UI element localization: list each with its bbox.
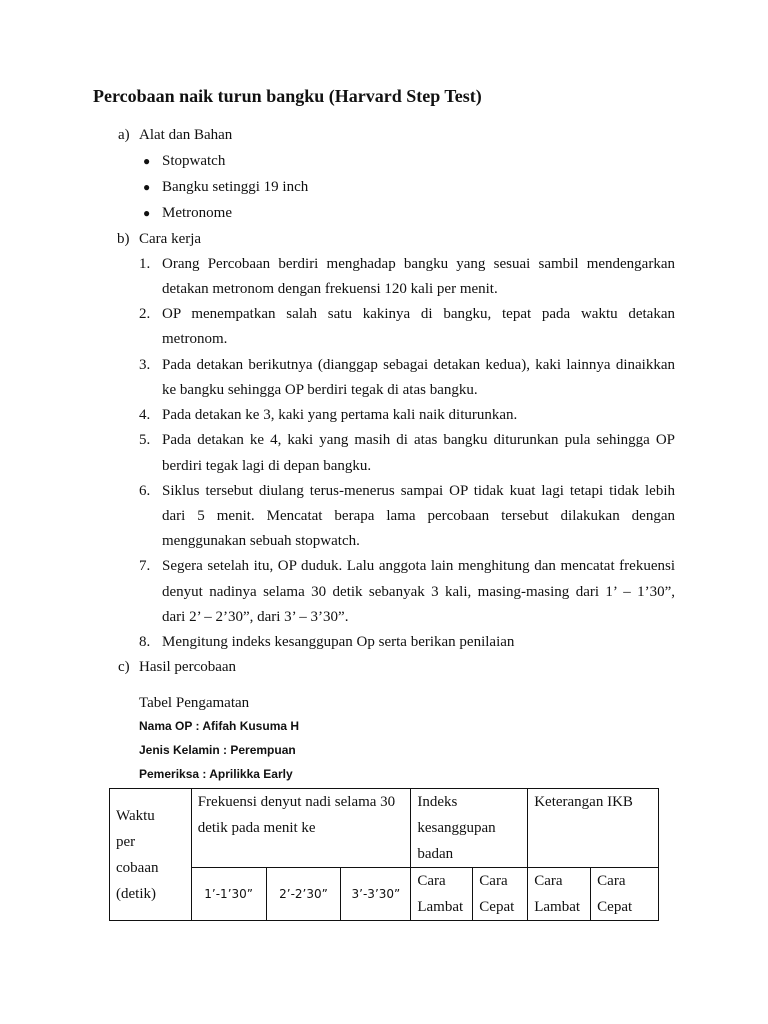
step-line: Segera setelah itu, OP duduk. Lalu anggota lain menghitung dan mencatat frekuensi — [162, 558, 675, 574]
page-title: Percobaan naik turun bangku (Harvard Step Test) — [93, 86, 482, 106]
op-name: Nama OP : Afifah Kusuma H — [139, 719, 300, 733]
section-c-marker: c) — [118, 659, 130, 675]
interval-2: 2’-2’30” — [266, 868, 341, 921]
frekuensi-header: Frekuensi denyut nadi selama 30 detik pada menit ke — [191, 789, 411, 868]
list-item: Metronome — [162, 205, 232, 221]
bullet-icon: ● — [143, 180, 151, 194]
step-line: Pada detakan ke 3, kaki yang pertama kali naik diturunkan. — [162, 407, 518, 423]
indeks-cara-cepat: Cara Cepat — [473, 868, 528, 921]
table-subheader-row — [110, 868, 659, 921]
keterangan-header: Keterangan IKB — [528, 789, 659, 868]
step-number: 8. — [139, 634, 151, 650]
step-line: Orang Percobaan berdiri menghadap bangku yang sesuai sambil mendengarkan — [162, 256, 675, 272]
step-line: berdiri tegak lagi di depan bangku. — [162, 458, 372, 474]
step-line: detakan metronom dengan frekuensi 120 kali per menit. — [162, 281, 498, 297]
step-number: 5. — [139, 432, 151, 448]
ikb-cara-lambat: Cara Lambat — [528, 868, 591, 921]
interval-1: 1’-1’30” — [191, 868, 266, 921]
step-line: menggunakan sebuah stopwatch. — [162, 533, 360, 549]
step-number: 1. — [139, 256, 151, 272]
step-line: Mengitung indeks kesanggupan Op serta berikan penilaian — [162, 634, 515, 650]
section-b-label: Cara kerja — [139, 231, 202, 247]
section-a-marker: a) — [118, 127, 130, 143]
step-line: dari 5 menit. Mencatat berapa lama percobaan tersebut dilakukan dengan — [162, 508, 675, 524]
step-line: denyut nadinya selama 30 detik sebanyak 3 kali, masing-masing dari 1’ – 1’30”, — [162, 584, 675, 600]
interval-3: 3’-3’30” — [341, 868, 411, 921]
table-caption: Tabel Pengamatan — [139, 695, 250, 711]
section-b-marker: b) — [117, 231, 130, 247]
step-line: dari 2’ – 2’30”, dari 3’ – 3’30”. — [162, 609, 349, 625]
indeks-cara-lambat: Cara Lambat — [411, 868, 473, 921]
step-number: 6. — [139, 483, 151, 499]
section-a-label: Alat dan Bahan — [139, 127, 233, 143]
step-number: 3. — [139, 357, 151, 373]
step-number: 4. — [139, 407, 151, 423]
list-item: Bangku setinggi 19 inch — [162, 179, 309, 195]
ikb-cara-cepat: Cara Cepat — [591, 868, 659, 921]
table-header-row — [110, 789, 659, 868]
step-line: metronom. — [162, 331, 228, 347]
step-line: ke bangku sehingga OP berdiri tegak di atas bangku. — [162, 382, 478, 398]
section-c-label: Hasil percobaan — [139, 659, 237, 675]
examiner: Pemeriksa : Aprilikka Early — [139, 767, 293, 781]
bullet-icon: ● — [143, 206, 151, 220]
step-number: 2. — [139, 306, 151, 322]
step-line: Pada detakan berikutnya (dianggap sebagai detakan kedua), kaki lainnya dinaikkan — [162, 357, 675, 373]
step-line: OP menempatkan salah satu kakinya di bangku, tepat pada waktu detakan — [162, 306, 675, 322]
step-line: Pada detakan ke 4, kaki yang masih di atas bangku diturunkan pula sehingga OP — [162, 432, 675, 448]
step-number: 7. — [139, 558, 151, 574]
waktu-header: Waktu per cobaan (detik) — [110, 789, 192, 921]
bullet-icon: ● — [143, 154, 151, 168]
observation-table — [109, 788, 659, 921]
indeks-header: Indeks kesanggupan badan — [411, 789, 528, 868]
list-item: Stopwatch — [162, 153, 226, 169]
step-line: Siklus tersebut diulang terus-menerus sampai OP tidak kuat lagi tetapi tidak lebih — [162, 483, 675, 499]
gender: Jenis Kelamin : Perempuan — [139, 743, 296, 757]
